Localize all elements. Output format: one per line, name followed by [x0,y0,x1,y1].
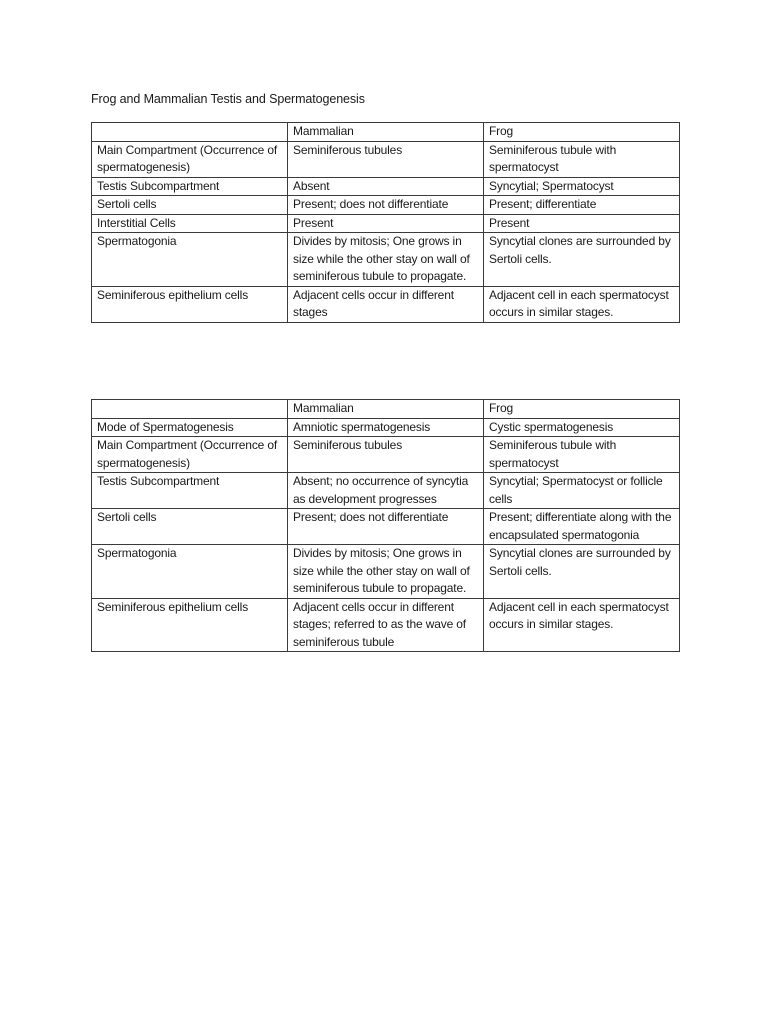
table-row [92,545,680,599]
row-label: Seminiferous epithelium cells [92,286,288,322]
frog-cell: Syncytial clones are surrounded by Sertoli cells. [484,233,680,287]
frog-cell: Present; differentiate along with the encapsulated spermatogonia [484,509,680,545]
page-title: Frog and Mammalian Testis and Spermatogenesis [91,92,365,106]
table-row [92,418,680,437]
frog-cell: Present; differentiate [484,196,680,215]
row-label: Mode of Spermatogenesis [92,418,288,437]
frog-cell: Adjacent cell in each spermatocyst occurs in similar stages. [484,286,680,322]
row-label: Seminiferous epithelium cells [92,598,288,652]
table-row [92,214,680,233]
header-cell-mammalian: Mammalian [288,400,484,419]
frog-cell: Seminiferous tubule with spermatocyst [484,437,680,473]
mammalian-cell: Amniotic spermatogenesis [288,418,484,437]
table-row [92,286,680,322]
frog-cell: Present [484,214,680,233]
table-row [92,233,680,287]
mammalian-cell: Absent [288,177,484,196]
mammalian-cell: Absent; no occurrence of syncytia as development progresses [288,473,484,509]
row-label: Testis Subcompartment [92,177,288,196]
row-label: Spermatogonia [92,545,288,599]
table-row [92,509,680,545]
frog-cell: Adjacent cell in each spermatocyst occurs in similar stages. [484,598,680,652]
mammalian-cell: Divides by mitosis; One grows in size while the other stay on wall of seminiferous tubule to propagate. [288,545,484,599]
table-row [92,141,680,177]
comparison-table-1 [91,122,680,323]
comparison-table-2 [91,399,680,652]
frog-cell: Syncytial clones are surrounded by Sertoli cells. [484,545,680,599]
table-row [92,598,680,652]
table-header-row [92,123,680,142]
header-cell-mammalian: Mammalian [288,123,484,142]
row-label: Spermatogonia [92,233,288,287]
header-cell-frog: Frog [484,400,680,419]
mammalian-cell: Present [288,214,484,233]
table-row [92,437,680,473]
row-label: Sertoli cells [92,509,288,545]
table-header-row [92,400,680,419]
row-label: Main Compartment (Occurrence of spermatogenesis) [92,141,288,177]
header-cell-frog: Frog [484,123,680,142]
row-label: Sertoli cells [92,196,288,215]
mammalian-cell: Seminiferous tubules [288,141,484,177]
mammalian-cell: Seminiferous tubules [288,437,484,473]
mammalian-cell: Present; does not differentiate [288,509,484,545]
row-label: Main Compartment (Occurrence of spermatogenesis) [92,437,288,473]
header-cell-empty [92,123,288,142]
frog-cell: Syncytial; Spermatocyst [484,177,680,196]
table-row [92,473,680,509]
mammalian-cell: Present; does not differentiate [288,196,484,215]
table-row [92,196,680,215]
frog-cell: Syncytial; Spermatocyst or follicle cells [484,473,680,509]
frog-cell: Seminiferous tubule with spermatocyst [484,141,680,177]
row-label: Interstitial Cells [92,214,288,233]
mammalian-cell: Adjacent cells occur in different stages [288,286,484,322]
header-cell-empty [92,400,288,419]
mammalian-cell: Adjacent cells occur in different stages; referred to as the wave of seminiferous tubule [288,598,484,652]
table-row [92,177,680,196]
frog-cell: Cystic spermatogenesis [484,418,680,437]
row-label: Testis Subcompartment [92,473,288,509]
mammalian-cell: Divides by mitosis; One grows in size while the other stay on wall of seminiferous tubule to propagate. [288,233,484,287]
